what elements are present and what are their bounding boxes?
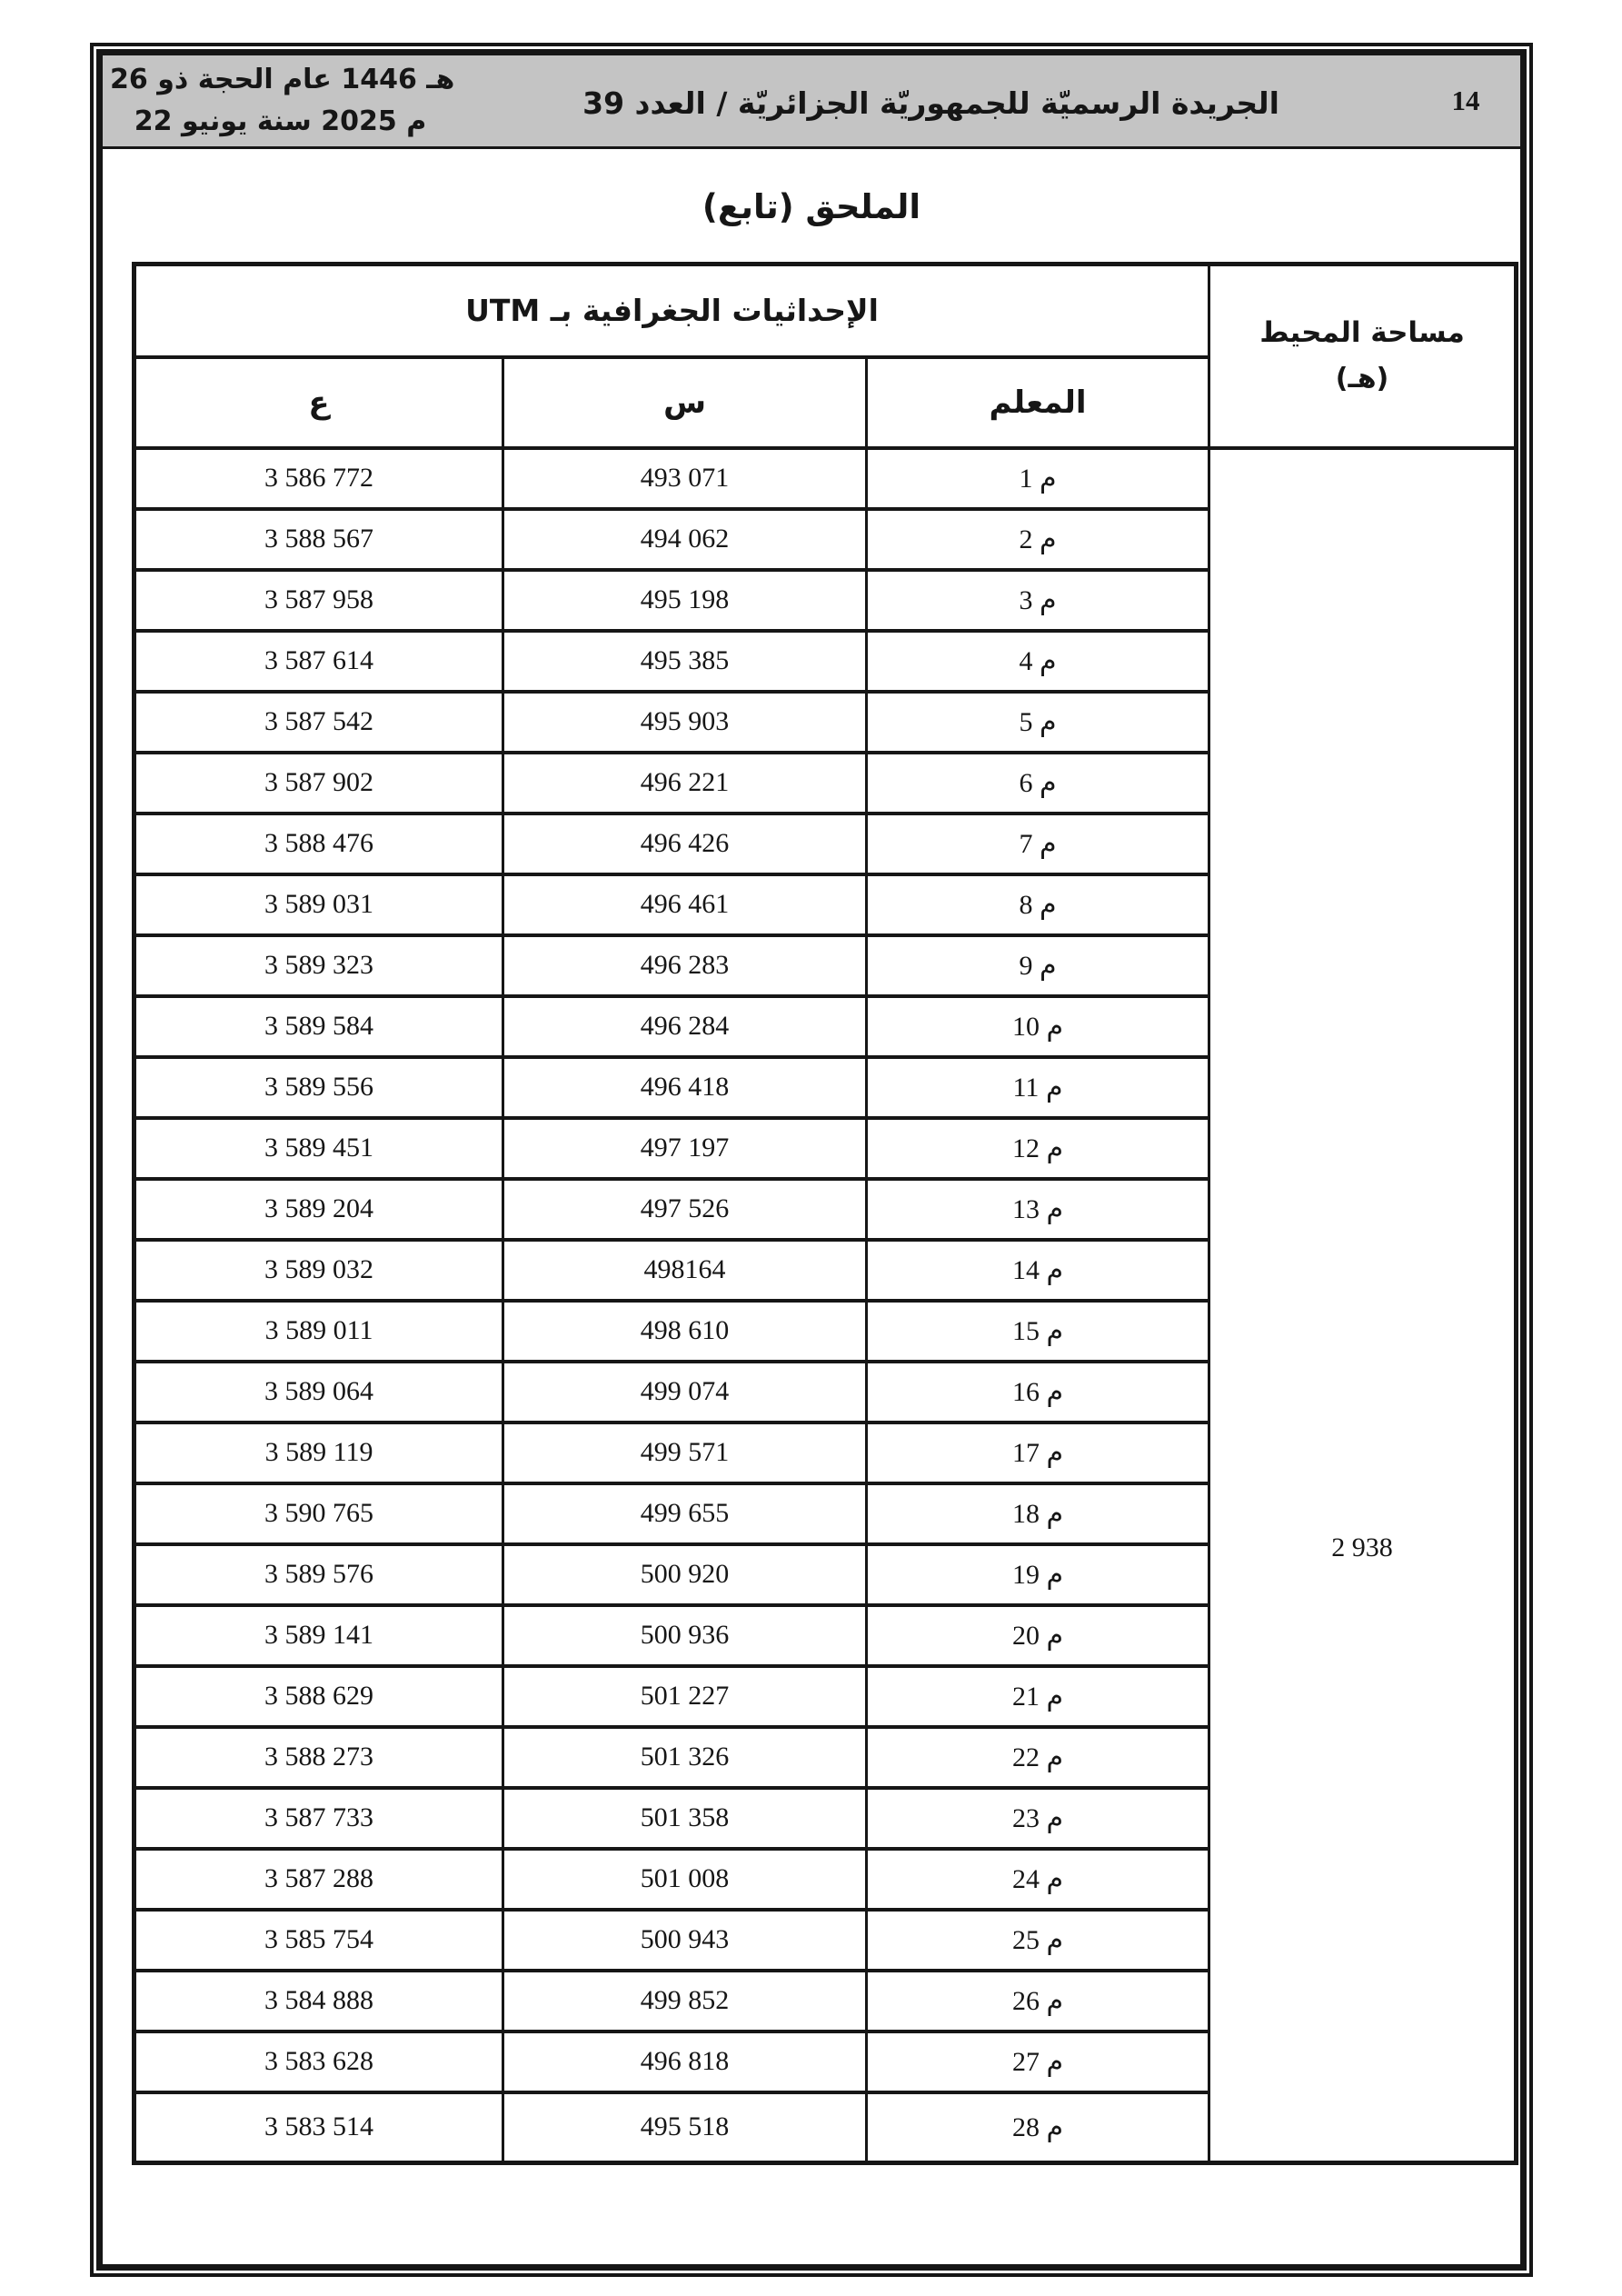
marker-cell: م 22 bbox=[867, 1727, 1209, 1788]
y-column-header: ع bbox=[134, 357, 503, 448]
table-header bbox=[134, 265, 1517, 448]
y-coordinate-cell: 3 587 288 bbox=[134, 1849, 503, 1910]
y-coordinate-cell: 3 589 031 bbox=[134, 874, 503, 935]
perimeter-area-value: 2 938 bbox=[1331, 1532, 1393, 1563]
page-number: 14 bbox=[1451, 85, 1480, 116]
x-coordinate-cell: 501 326 bbox=[503, 1727, 867, 1788]
x-coordinate-cell: 499 571 bbox=[503, 1423, 867, 1483]
x-column-header: س bbox=[503, 357, 867, 448]
marker-cell: م 23 bbox=[867, 1788, 1209, 1849]
y-coordinate-cell: 3 586 772 bbox=[134, 448, 503, 509]
x-coordinate-cell: 496 221 bbox=[503, 753, 867, 814]
x-coordinate-cell: 501 227 bbox=[503, 1666, 867, 1727]
marker-cell: م 5 bbox=[867, 692, 1209, 753]
x-coordinate-cell: 498164 bbox=[503, 1240, 867, 1301]
y-coordinate-cell: 3 587 614 bbox=[134, 631, 503, 692]
marker-column-header: المعلم bbox=[867, 357, 1209, 448]
x-coordinate-cell: 495 518 bbox=[503, 2092, 867, 2163]
x-coordinate-cell: 499 074 bbox=[503, 1362, 867, 1423]
marker-cell: م 1 bbox=[867, 448, 1209, 509]
x-coordinate-cell: 500 943 bbox=[503, 1910, 867, 1971]
x-coordinate-cell: 496 284 bbox=[503, 996, 867, 1057]
x-coordinate-cell: 496 283 bbox=[503, 935, 867, 996]
marker-cell: م 17 bbox=[867, 1423, 1209, 1483]
coordinates-table bbox=[132, 262, 1518, 2165]
table-header-row-1 bbox=[134, 265, 1517, 357]
masthead bbox=[103, 55, 1520, 149]
y-coordinate-cell: 3 589 204 bbox=[134, 1179, 503, 1240]
y-coordinate-cell: 3 589 576 bbox=[134, 1544, 503, 1605]
marker-cell: م 13 bbox=[867, 1179, 1209, 1240]
y-coordinate-cell: 3 587 958 bbox=[134, 570, 503, 631]
marker-cell: م 8 bbox=[867, 874, 1209, 935]
y-coordinate-cell: 3 588 567 bbox=[134, 509, 503, 570]
perimeter-area-cell bbox=[1209, 448, 1517, 2163]
marker-cell: م 10 bbox=[867, 996, 1209, 1057]
marker-cell: م 19 bbox=[867, 1544, 1209, 1605]
masthead-dates bbox=[103, 59, 455, 143]
y-coordinate-cell: 3 588 629 bbox=[134, 1666, 503, 1727]
marker-cell: م 18 bbox=[867, 1483, 1209, 1544]
y-coordinate-cell: 3 590 765 bbox=[134, 1483, 503, 1544]
y-coordinate-cell: 3 585 754 bbox=[134, 1910, 503, 1971]
marker-cell: م 20 bbox=[867, 1605, 1209, 1666]
marker-cell: م 2 bbox=[867, 509, 1209, 570]
x-coordinate-cell: 501 358 bbox=[503, 1788, 867, 1849]
y-coordinate-cell: 3 589 141 bbox=[134, 1605, 503, 1666]
marker-cell: م 7 bbox=[867, 814, 1209, 874]
gregorian-date: 22 يونيو‎ سنة‎ 2025 م bbox=[134, 105, 427, 137]
y-coordinate-cell: 3 589 064 bbox=[134, 1362, 503, 1423]
marker-cell: م 15 bbox=[867, 1301, 1209, 1362]
x-coordinate-cell: 496 461 bbox=[503, 874, 867, 935]
journal-title: الجريدة الرسميّة للجمهوريّة الجزائريّة / العدد 39 bbox=[582, 85, 1279, 121]
x-coordinate-cell: 495 385 bbox=[503, 631, 867, 692]
perimeter-area-header-unit: (هـ) bbox=[1335, 363, 1389, 395]
marker-cell: م 14 bbox=[867, 1240, 1209, 1301]
x-coordinate-cell: 499 655 bbox=[503, 1483, 867, 1544]
marker-cell: م 21 bbox=[867, 1666, 1209, 1727]
marker-cell: م 3 bbox=[867, 570, 1209, 631]
x-coordinate-cell: 499 852 bbox=[503, 1971, 867, 2031]
y-coordinate-cell: 3 589 323 bbox=[134, 935, 503, 996]
x-coordinate-cell: 496 818 bbox=[503, 2031, 867, 2092]
y-coordinate-cell: 3 584 888 bbox=[134, 1971, 503, 2031]
marker-cell: م 6 bbox=[867, 753, 1209, 814]
x-coordinate-cell: 494 062 bbox=[503, 509, 867, 570]
y-coordinate-cell: 3 589 556 bbox=[134, 1057, 503, 1118]
y-coordinate-cell: 3 589 119 bbox=[134, 1423, 503, 1483]
y-coordinate-cell: 3 587 733 bbox=[134, 1788, 503, 1849]
x-coordinate-cell: 497 197 bbox=[503, 1118, 867, 1179]
x-coordinate-cell: 501 008 bbox=[503, 1849, 867, 1910]
y-coordinate-cell: 3 587 542 bbox=[134, 692, 503, 753]
perimeter-area-header-label: مساحة المحيط bbox=[1259, 315, 1465, 349]
x-coordinate-cell: 497 526 bbox=[503, 1179, 867, 1240]
x-coordinate-cell: 496 426 bbox=[503, 814, 867, 874]
y-coordinate-cell: 3 589 584 bbox=[134, 996, 503, 1057]
marker-cell: م 25 bbox=[867, 1910, 1209, 1971]
y-coordinate-cell: 3 589 032 bbox=[134, 1240, 503, 1301]
y-coordinate-cell: 3 589 451 bbox=[134, 1118, 503, 1179]
marker-cell: م 27 bbox=[867, 2031, 1209, 2092]
y-coordinate-cell: 3 583 514 bbox=[134, 2092, 503, 2163]
x-coordinate-cell: 495 903 bbox=[503, 692, 867, 753]
coords-table-body bbox=[134, 448, 1517, 2163]
x-coordinate-cell: 495 198 bbox=[503, 570, 867, 631]
annex-title: الملحق (تابع) bbox=[702, 187, 921, 226]
x-coordinate-cell: 500 936 bbox=[503, 1605, 867, 1666]
marker-cell: م 11 bbox=[867, 1057, 1209, 1118]
x-coordinate-cell: 493 071 bbox=[503, 448, 867, 509]
marker-cell: م 28 bbox=[867, 2092, 1209, 2163]
y-coordinate-cell: 3 588 476 bbox=[134, 814, 503, 874]
y-coordinate-cell: 3 583 628 bbox=[134, 2031, 503, 2092]
marker-cell: م 12 bbox=[867, 1118, 1209, 1179]
x-coordinate-cell: 498 610 bbox=[503, 1301, 867, 1362]
hijri-date: 26 ذو‎ الحجة‎ عام‎ 1446 هـ bbox=[110, 64, 455, 95]
marker-cell: م 24 bbox=[867, 1849, 1209, 1910]
y-coordinate-cell: 3 587 902 bbox=[134, 753, 503, 814]
utm-coordinates-header: الإحداثيات الجغرافية بـ UTM bbox=[134, 265, 1209, 357]
x-coordinate-cell: 496 418 bbox=[503, 1057, 867, 1118]
x-coordinate-cell: 500 920 bbox=[503, 1544, 867, 1605]
table-row bbox=[134, 448, 1517, 509]
y-coordinate-cell: 3 588 273 bbox=[134, 1727, 503, 1788]
marker-cell: م 9 bbox=[867, 935, 1209, 996]
y-coordinate-cell: 3 589 011 bbox=[134, 1301, 503, 1362]
marker-cell: م 26 bbox=[867, 1971, 1209, 2031]
marker-cell: م 16 bbox=[867, 1362, 1209, 1423]
perimeter-area-column-header bbox=[1209, 265, 1517, 448]
marker-cell: م 4 bbox=[867, 631, 1209, 692]
